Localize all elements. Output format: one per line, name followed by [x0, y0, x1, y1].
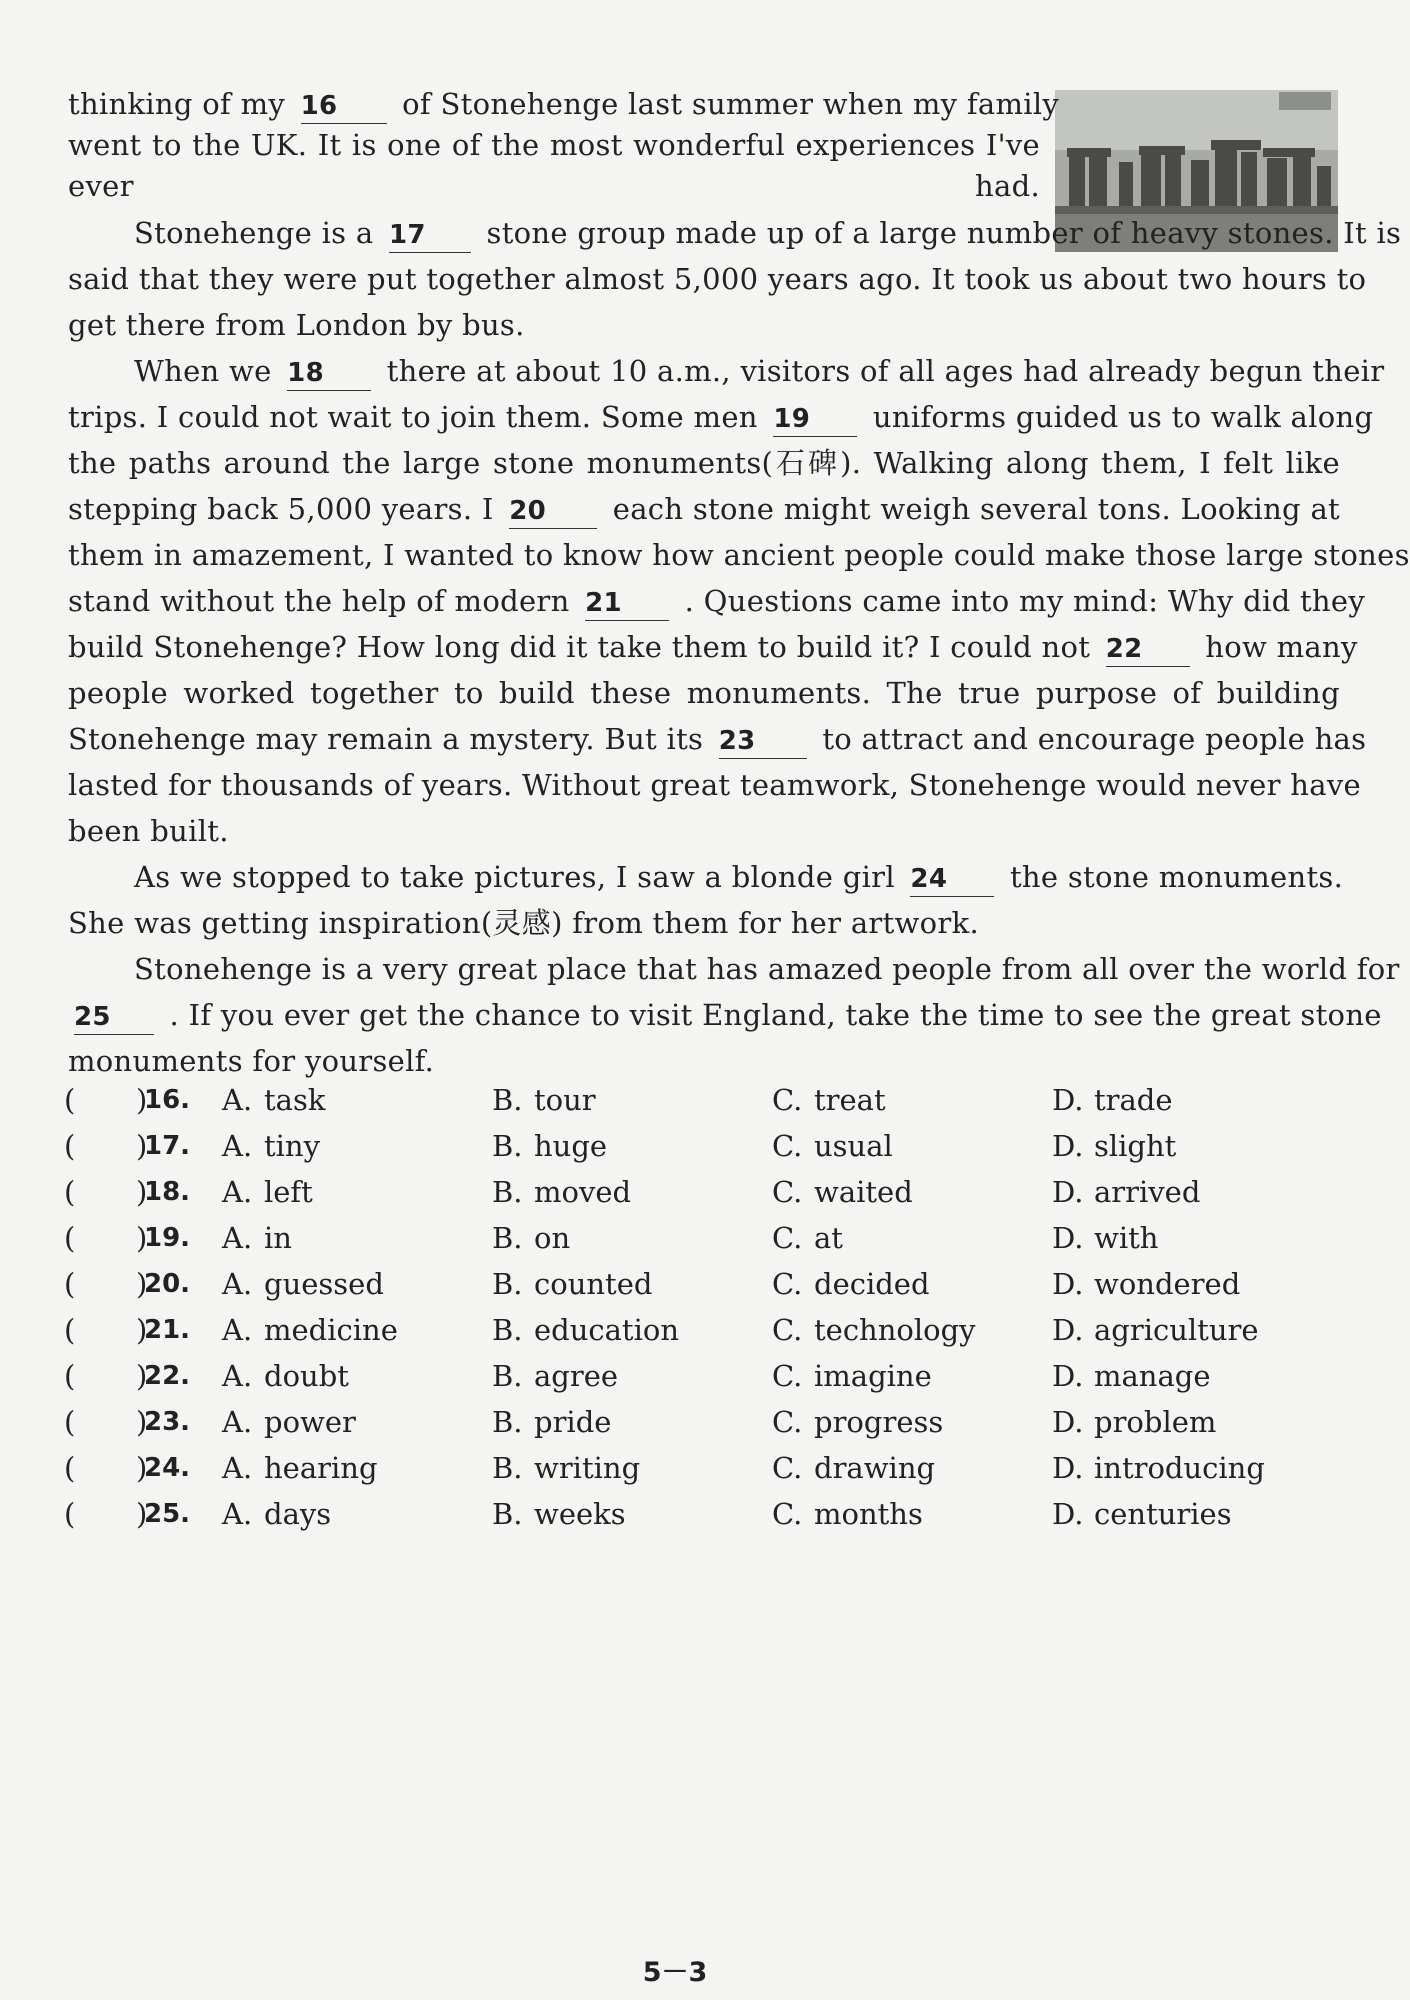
option-c [772, 1310, 976, 1350]
passage-line [68, 213, 1402, 253]
answer-bracket-close: ) [136, 1267, 148, 1301]
answer-bracket-close: ) [136, 1451, 148, 1485]
answer-bracket-open: ( [64, 1221, 76, 1255]
passage-text: been built. [68, 814, 229, 848]
passage-line [68, 857, 1344, 897]
option-text: huge [534, 1129, 608, 1163]
option-letter: B. [492, 1359, 523, 1393]
option-text: arrived [1094, 1175, 1201, 1209]
blank-19: 19 [773, 402, 857, 437]
passage-line [68, 443, 1340, 483]
passage-text: the stone monuments. [1009, 860, 1344, 894]
question-row [64, 1218, 1334, 1258]
option-letter: C. [772, 1267, 803, 1301]
option-text: guessed [264, 1267, 384, 1301]
option-letter: B. [492, 1313, 523, 1347]
option-text: in [264, 1221, 292, 1255]
question-row [64, 1310, 1334, 1350]
passage-text: stone group made up of a large number of heavy stones. It is [486, 216, 1402, 250]
passage-text: trips. I could not wait to join them. Some men [68, 400, 758, 434]
answer-bracket-open: ( [64, 1405, 76, 1439]
option-letter: A. [222, 1083, 253, 1117]
answer-bracket-open: ( [64, 1497, 76, 1531]
option-text: decided [814, 1267, 930, 1301]
answer-bracket-close: ) [136, 1497, 148, 1531]
option-text: manage [1094, 1359, 1211, 1393]
passage-line [68, 397, 1374, 437]
question-number: 19. [144, 1223, 191, 1253]
option-text: left [264, 1175, 313, 1209]
option-b [492, 1126, 607, 1166]
option-text: pride [534, 1405, 612, 1439]
question-number: 17. [144, 1131, 191, 1161]
answer-bracket-close: ) [136, 1405, 148, 1439]
option-a [222, 1310, 398, 1350]
option-d [1052, 1080, 1173, 1120]
passage-text: uniforms guided us to walk along [872, 400, 1374, 434]
option-letter: A. [222, 1313, 253, 1347]
blank-16: 16 [301, 89, 387, 124]
option-text: hearing [264, 1451, 378, 1485]
passage-text: how many [1205, 630, 1358, 664]
option-text: doubt [264, 1359, 349, 1393]
option-letter: C. [772, 1221, 803, 1255]
option-text: months [814, 1497, 923, 1531]
option-letter: D. [1052, 1451, 1084, 1485]
option-letter: D. [1052, 1405, 1084, 1439]
question-row [64, 1356, 1334, 1396]
option-c [772, 1080, 886, 1120]
option-text: power [264, 1405, 356, 1439]
option-a [222, 1172, 313, 1212]
blank-17: 17 [389, 218, 471, 253]
passage-line [68, 673, 1340, 713]
option-a [222, 1402, 356, 1442]
option-text: drawing [814, 1451, 936, 1485]
option-text: usual [814, 1129, 893, 1163]
option-text: waited [814, 1175, 913, 1209]
option-b [492, 1218, 570, 1258]
option-text: agriculture [1094, 1313, 1259, 1347]
option-b [492, 1172, 631, 1212]
option-c [772, 1356, 932, 1396]
option-letter: D. [1052, 1083, 1084, 1117]
passage-text: each stone might weigh several tons. Looking at [612, 492, 1340, 526]
answer-bracket-close: ) [136, 1221, 148, 1255]
option-text: slight [1094, 1129, 1177, 1163]
passage-line [68, 627, 1358, 667]
option-letter: B. [492, 1497, 523, 1531]
option-text: technology [814, 1313, 976, 1347]
answer-bracket-close: ) [136, 1129, 148, 1163]
option-letter: D. [1052, 1221, 1084, 1255]
passage-text: there at about 10 a.m., visitors of all ages had already begun their [386, 354, 1385, 388]
passage-text: When we [134, 354, 272, 388]
option-letter: C. [772, 1129, 803, 1163]
option-text: treat [814, 1083, 886, 1117]
option-d [1052, 1356, 1210, 1396]
option-text: trade [1094, 1083, 1173, 1117]
passage-text: lasted for thousands of years. Without great teamwork, Stonehenge would never have [68, 768, 1362, 802]
option-letter: B. [492, 1267, 523, 1301]
option-letter: C. [772, 1405, 803, 1439]
passage-text: . If you ever get the chance to visit England, take the time to see the great stone [169, 998, 1382, 1032]
answer-bracket-open: ( [64, 1313, 76, 1347]
passage-text: said that they were put together almost 5,000 years ago. It took us about two hours to [68, 262, 1367, 296]
option-b [492, 1356, 618, 1396]
passage-text: thinking of my [68, 87, 286, 121]
option-text: on [534, 1221, 571, 1255]
option-text: weeks [534, 1497, 626, 1531]
option-text: imagine [814, 1359, 932, 1393]
option-a [222, 1494, 331, 1534]
blank-25: 25 [74, 1000, 154, 1035]
option-c [772, 1448, 935, 1488]
option-letter: A. [222, 1175, 253, 1209]
question-row [64, 1080, 1334, 1120]
blank-21: 21 [585, 586, 669, 621]
passage-text: She was getting inspiration(灵感) from them for her artwork. [68, 906, 979, 940]
passage-text: Stonehenge may remain a mystery. But its [68, 722, 704, 756]
passage-text: . Questions came into my mind: Why did they [684, 584, 1366, 618]
option-d [1052, 1218, 1158, 1258]
passage-text: to attract and encourage people has [822, 722, 1367, 756]
option-d [1052, 1172, 1200, 1212]
option-d [1052, 1126, 1176, 1166]
option-d [1052, 1494, 1232, 1534]
passage-text: stepping back 5,000 years. I [68, 492, 494, 526]
option-text: counted [534, 1267, 653, 1301]
option-letter: A. [222, 1497, 253, 1531]
answer-bracket-close: ) [136, 1175, 148, 1209]
answer-bracket-open: ( [64, 1267, 76, 1301]
passage-line [68, 903, 1340, 943]
answer-bracket-open: ( [64, 1175, 76, 1209]
answer-bracket-open: ( [64, 1359, 76, 1393]
option-c [772, 1264, 930, 1304]
answer-bracket-close: ) [136, 1083, 148, 1117]
question-number: 20. [144, 1269, 191, 1299]
passage-text: build Stonehenge? How long did it take them to build it? I could not [68, 630, 1091, 664]
passage-line [68, 581, 1366, 621]
passage-line [68, 259, 1367, 299]
option-letter: B. [492, 1451, 523, 1485]
option-text: introducing [1094, 1451, 1265, 1485]
option-letter: C. [772, 1175, 803, 1209]
option-letter: A. [222, 1221, 253, 1255]
passage-line [68, 765, 1362, 805]
blank-24: 24 [910, 862, 994, 897]
option-letter: A. [222, 1359, 253, 1393]
passage-text: went to the UK. It is one of the most wonderful experiences I've [68, 128, 1040, 162]
option-text: centuries [1094, 1497, 1232, 1531]
blank-20: 20 [509, 494, 597, 529]
option-text: progress [814, 1405, 944, 1439]
option-text: education [534, 1313, 679, 1347]
option-letter: B. [492, 1175, 523, 1209]
option-d [1052, 1402, 1216, 1442]
passage-line [68, 351, 1385, 391]
option-letter: C. [772, 1083, 803, 1117]
passage-text: stand without the help of modern [68, 584, 570, 618]
option-c [772, 1126, 893, 1166]
option-letter: A. [222, 1129, 253, 1163]
option-text: tour [534, 1083, 596, 1117]
answer-bracket-close: ) [136, 1359, 148, 1393]
option-letter: D. [1052, 1359, 1084, 1393]
passage-line [68, 719, 1367, 759]
option-d [1052, 1310, 1259, 1350]
option-text: writing [534, 1451, 641, 1485]
passage-line [68, 949, 1400, 989]
passage-text: people worked together to build these monuments. The true purpose of building [68, 676, 1340, 710]
option-letter: D. [1052, 1497, 1084, 1531]
option-text: at [814, 1221, 843, 1255]
option-letter: D. [1052, 1267, 1084, 1301]
option-letter: D. [1052, 1129, 1084, 1163]
option-a [222, 1448, 378, 1488]
option-text: tiny [264, 1129, 320, 1163]
answer-bracket-open: ( [64, 1083, 76, 1117]
option-b [492, 1310, 679, 1350]
option-text: moved [534, 1175, 632, 1209]
passage-text: monuments for yourself. [68, 1044, 435, 1078]
question-number: 18. [144, 1177, 191, 1207]
option-text: medicine [264, 1313, 398, 1347]
passage-text: Stonehenge is a [134, 216, 374, 250]
option-letter: B. [492, 1405, 523, 1439]
passage-text: the paths around the large stone monuments(石碑). Walking along them, I felt like [68, 446, 1340, 480]
passage-text: of Stonehenge last summer when my family [402, 87, 1060, 121]
option-text: days [264, 1497, 332, 1531]
option-b [492, 1448, 640, 1488]
question-row [64, 1448, 1334, 1488]
option-a [222, 1264, 384, 1304]
option-letter: C. [772, 1451, 803, 1485]
answer-bracket-open: ( [64, 1451, 76, 1485]
passage-line [68, 125, 1040, 165]
option-c [772, 1218, 843, 1258]
option-text: with [1094, 1221, 1159, 1255]
option-letter: A. [222, 1451, 253, 1485]
option-b [492, 1402, 611, 1442]
answer-bracket-close: ) [136, 1313, 148, 1347]
option-text: problem [1094, 1405, 1217, 1439]
option-b [492, 1494, 626, 1534]
option-letter: D. [1052, 1313, 1084, 1347]
passage-line [68, 166, 1040, 206]
option-d [1052, 1448, 1265, 1488]
option-text: wondered [1094, 1267, 1241, 1301]
question-row [64, 1172, 1334, 1212]
question-number: 23. [144, 1407, 191, 1437]
passage-text: ever had. [68, 169, 1040, 203]
option-a [222, 1080, 325, 1120]
passage-text: get there from London by bus. [68, 308, 525, 342]
question-number: 16. [144, 1085, 191, 1115]
question-row [64, 1126, 1334, 1166]
option-letter: A. [222, 1267, 253, 1301]
option-letter: C. [772, 1497, 803, 1531]
passage-line [68, 489, 1340, 529]
answer-bracket-open: ( [64, 1129, 76, 1163]
question-number: 21. [144, 1315, 191, 1345]
option-letter: C. [772, 1313, 803, 1347]
option-d [1052, 1264, 1240, 1304]
question-number: 22. [144, 1361, 191, 1391]
passage-line [68, 84, 1060, 124]
passage-line [68, 1041, 1340, 1081]
question-number: 24. [144, 1453, 191, 1483]
option-b [492, 1264, 652, 1304]
option-text: agree [534, 1359, 619, 1393]
question-row [64, 1494, 1334, 1534]
question-number: 25. [144, 1499, 191, 1529]
option-letter: B. [492, 1221, 523, 1255]
option-letter: B. [492, 1083, 523, 1117]
passage-text: As we stopped to take pictures, I saw a blonde girl [134, 860, 895, 894]
question-row [64, 1264, 1334, 1304]
question-row [64, 1402, 1334, 1442]
option-letter: D. [1052, 1175, 1084, 1209]
option-c [772, 1172, 913, 1212]
blank-18: 18 [287, 356, 371, 391]
passage-text: Stonehenge is a very great place that has amazed people from all over the world for [134, 952, 1400, 986]
option-text: task [264, 1083, 326, 1117]
passage-line [68, 811, 1340, 851]
passage-line [68, 535, 1410, 575]
option-a [222, 1218, 292, 1258]
option-a [222, 1356, 349, 1396]
passage-line [68, 305, 1340, 345]
option-c [772, 1402, 943, 1442]
option-a [222, 1126, 320, 1166]
option-letter: B. [492, 1129, 523, 1163]
option-b [492, 1080, 596, 1120]
option-c [772, 1494, 923, 1534]
passage-text: them in amazement, I wanted to know how ancient people could make those large stones [68, 538, 1410, 572]
passage-line [68, 995, 1382, 1035]
option-letter: A. [222, 1405, 253, 1439]
blank-23: 23 [719, 724, 807, 759]
page-number: 5－3 [642, 1957, 708, 1988]
option-letter: C. [772, 1359, 803, 1393]
blank-22: 22 [1106, 632, 1190, 667]
